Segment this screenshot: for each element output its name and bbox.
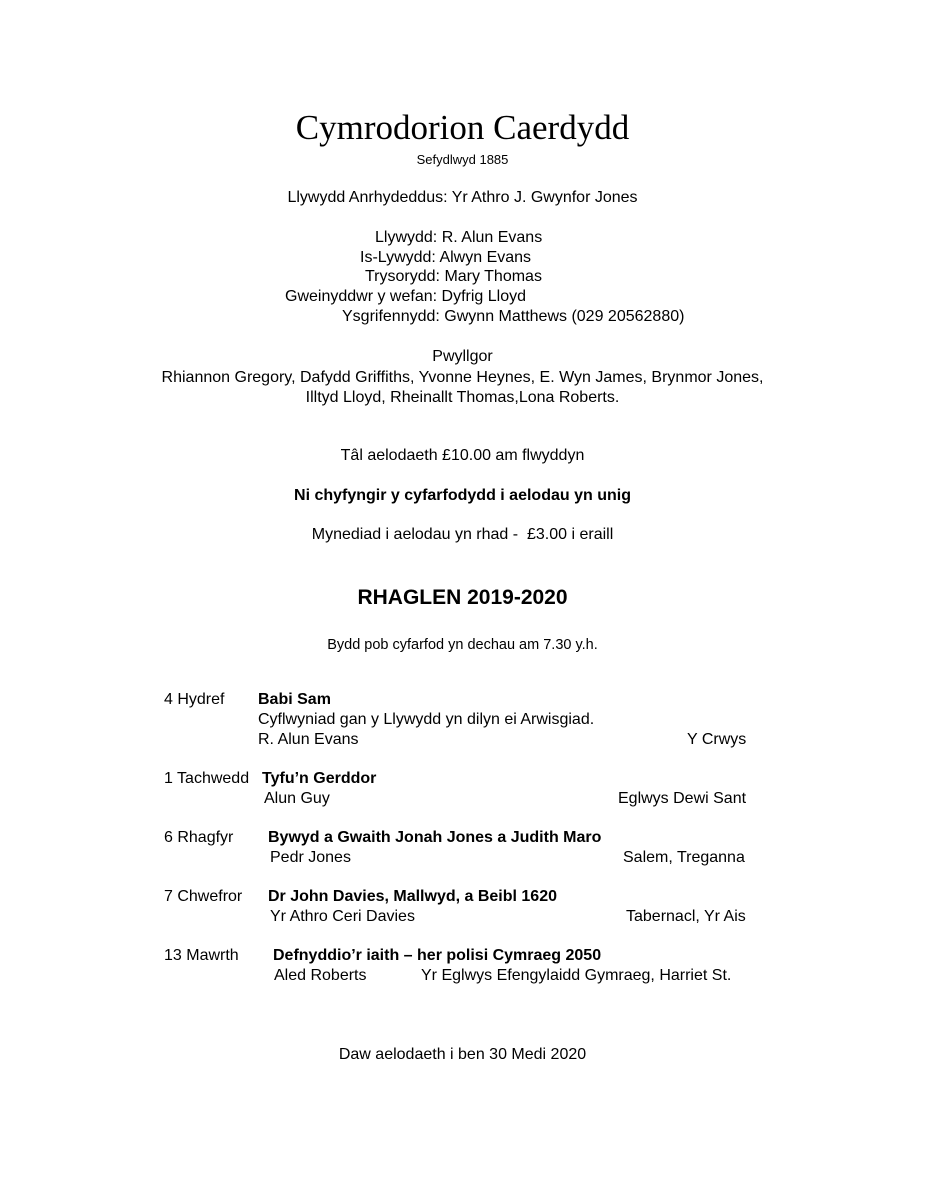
event-title: Babi Sam: [258, 691, 331, 708]
event-speaker: R. Alun Evans: [258, 731, 359, 748]
officer-row: [375, 229, 542, 247]
officer-name: Dyfrig Lloyd: [441, 288, 526, 305]
officer-role: Trysorydd:: [365, 268, 440, 285]
committee-members: Rhiannon Gregory, Dafydd Griffiths, Yvonne Heynes, E. Wyn James, Brynmor Jones, Illtyd Lloyd, Rheinallt Thomas,Lona Roberts.: [161, 369, 764, 406]
event-date: 7 Chwefror: [164, 888, 243, 905]
programme-heading: RHAGLEN 2019-2020: [357, 586, 568, 609]
event-venue: Eglwys Dewi Sant: [618, 790, 747, 807]
officer-name: R. Alun Evans: [441, 229, 543, 246]
event-title: Bywyd a Gwaith Jonah Jones a Judith Maro: [268, 829, 602, 846]
officer-role: Gweinyddwr y wefan:: [285, 288, 438, 305]
officer-role: Ysgrifennydd:: [342, 308, 440, 325]
event-title: Tyfu’n Gerddor: [262, 770, 377, 787]
officer-role: Is-Lywydd:: [360, 249, 436, 266]
event-speaker: Pedr Jones: [270, 849, 351, 866]
event-venue: Salem, Treganna: [623, 849, 745, 866]
honorary-president: Llywydd Anrhydeddus: Yr Athro J. Gwynfor Jones: [287, 189, 638, 206]
membership-expiry: Daw aelodaeth i ben 30 Medi 2020: [338, 1046, 587, 1063]
officer-row: [285, 288, 526, 306]
officer-name: Mary Thomas: [444, 268, 542, 285]
event-venue: Yr Eglwys Efengylaidd Gymraeg, Harriet St.: [421, 967, 732, 984]
event-date: 13 Mawrth: [164, 947, 239, 964]
event-speaker: Aled Roberts: [274, 967, 367, 984]
officer-row: [360, 249, 531, 267]
admission-price: Mynediad i aelodau yn rhad - £3.00 i eraill: [311, 526, 614, 543]
event-venue: Y Crwys: [687, 731, 747, 748]
page-title: Cymrodorion Caerdydd: [295, 108, 630, 147]
event-date: 1 Tachwedd: [164, 770, 250, 787]
event-venue: Tabernacl, Yr Ais: [626, 908, 746, 925]
event-speaker: Alun Guy: [264, 790, 330, 807]
membership-fee: Tâl aelodaeth £10.00 am flwyddyn: [340, 447, 585, 464]
meeting-start-time: Bydd pob cyfarfod yn dechau am 7.30 y.h.: [327, 637, 598, 653]
event-speaker: Yr Athro Ceri Davies: [270, 908, 415, 925]
event-date: 6 Rhagfyr: [164, 829, 234, 846]
officer-name: Alwyn Evans: [439, 249, 532, 266]
event-title: Dr John Davies, Mallwyd, a Beibl 1620: [268, 888, 557, 905]
event-date: 4 Hydref: [164, 691, 225, 708]
open-meetings-notice: Ni chyfyngir y cyfarfodydd i aelodau yn unig: [294, 487, 631, 504]
officer-row: [365, 268, 542, 286]
founded-date: Sefydlwyd 1885: [416, 152, 509, 167]
event-title: Defnyddio’r iaith – her polisi Cymraeg 2050: [273, 947, 602, 964]
officer-role: Llywydd:: [375, 229, 438, 246]
event-description: Cyflwyniad gan y Llywydd yn dilyn ei Arwisgiad.: [258, 711, 595, 728]
committee-heading: Pwyllgor: [432, 348, 493, 365]
officer-name: Gwynn Matthews (029 20562880): [444, 308, 685, 325]
officer-row: [342, 308, 684, 326]
